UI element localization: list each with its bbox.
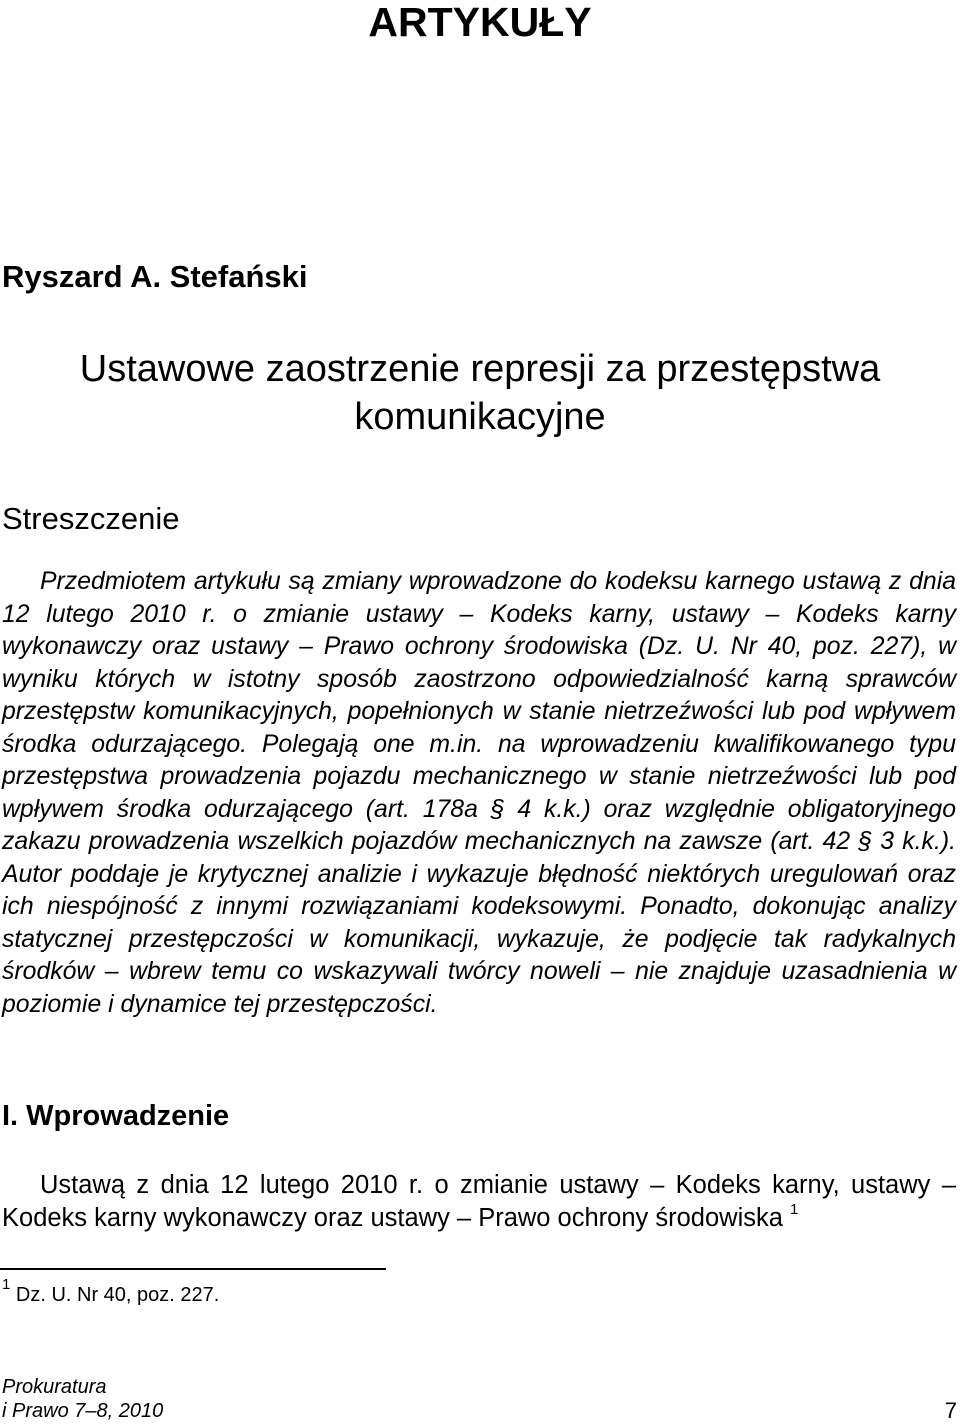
article-title-line-1: Ustawowe zaostrzenie represji za przestępstwa [79, 348, 881, 390]
section-title: I. Wprowadzenie [2, 1100, 230, 1132]
journal-name-line-1: Prokuratura [2, 1376, 107, 1398]
journal-issue-line: i Prawo 7–8, 2010 [2, 1400, 164, 1422]
abstract-heading: Streszczenie [2, 501, 180, 536]
article-title [0, 345, 960, 441]
footnote-text: Dz. U. Nr 40, poz. 227. [15, 1284, 220, 1306]
author-name: Ryszard A. Stefański [2, 259, 308, 294]
footnote-separator [0, 1268, 386, 1270]
footnote-number: 1 [2, 1276, 11, 1293]
abstract-text: Przedmiotem artykułu są zmiany wprowadzone do kodeksu karnego ustawą z dnia 12 lutego 2010 r. o zmianie ustawy – Kodeks karny, ustawy – Kodeks karny wykonawczy oraz ustawy – Prawo ochrony środowiska (Dz. U. Nr 40, poz. 227), w wyniku których w istotny sposób zaostrzono odpowiedzialność karną sprawców przestępstw komunikacyjnych, popełnionych w stanie nietrzeźwości lub pod wpływem środka odurzającego. Polegają one m.in. na wprowadzeniu kwalifikowanego typu przestępstwa prowadzenia pojazdu mechanicznego w stanie nietrzeźwości lub pod wpływem środka odurzającego (art. 178a § 4 k.k.) oraz względnie obligatoryjnego zakazu prowadzenia wszelkich pojazdów mechanicznych na zawsze (art. 42 § 3 k.k.). Autor poddaje je krytycznej analizie i wykazuje błędność niektórych uregulowań oraz ich niespójność z innymi rozwiązaniami kodeksowymi. Ponadto, dokonując analizy statycznej przestępczości w komunikacji, wykazuje, że podjęcie tak radykalnych środków – wbrew temu co wskazywali twórcy noweli – nie znajduje uzasadnienia w poziomie i dynamice tej przestępczości. [2, 568, 956, 1018]
page-number: 7 [944, 1398, 957, 1423]
body-paragraph [2, 1169, 956, 1235]
journal-name [2, 1375, 163, 1423]
body-paragraph-text: Ustawą z dnia 12 lutego 2010 r. o zmianie ustawy – Kodeks karny, ustawy – Kodeks karny wykonawczy oraz ustawy – Prawo ochrony środowiska [2, 1171, 956, 1232]
article-title-line-2: komunikacyjne [354, 396, 606, 438]
footnote [2, 1276, 220, 1307]
footnote-reference[interactable]: 1 [790, 1201, 799, 1218]
section-header: ARTYKUŁY [368, 0, 592, 45]
